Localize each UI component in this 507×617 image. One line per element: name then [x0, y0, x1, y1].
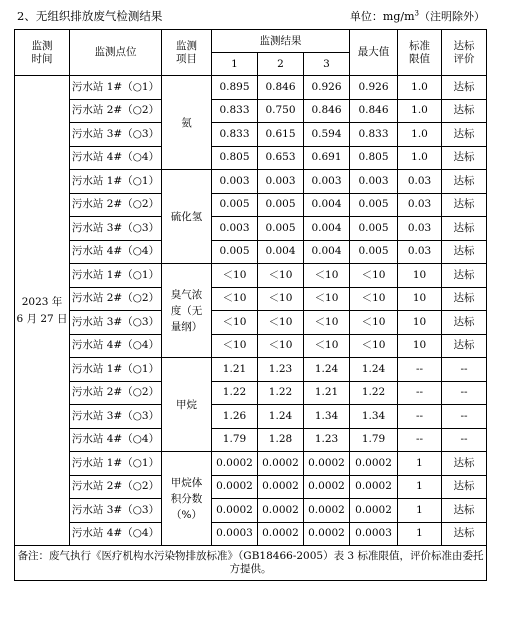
v2-cell: 1.23	[258, 358, 304, 382]
eval-cell: 达标	[442, 452, 487, 476]
v2-cell: 0.750	[258, 99, 304, 123]
limit-cell: 10	[398, 311, 442, 335]
item-cell: 甲烷	[162, 358, 212, 452]
site-cell: 污水站 2#（○2）	[70, 475, 162, 499]
site-cell: 污水站 1#（○1）	[70, 76, 162, 100]
limit-cell: --	[398, 358, 442, 382]
table-row	[15, 499, 487, 523]
limit-cell: 0.03	[398, 217, 442, 241]
v2-cell: 0.0002	[258, 475, 304, 499]
max-cell: 1.79	[350, 428, 398, 452]
site-cell: 污水站 2#（○2）	[70, 99, 162, 123]
eval-cell: 达标	[442, 522, 487, 546]
eval-cell: 达标	[442, 123, 487, 147]
v3-cell: 1.34	[304, 405, 350, 429]
unit-label	[350, 8, 485, 24]
table-row	[15, 240, 487, 264]
v2-cell: ＜10	[258, 311, 304, 335]
table-row	[15, 193, 487, 217]
eval-cell: 达标	[442, 146, 487, 170]
max-cell: 0.005	[350, 193, 398, 217]
v1-cell: 0.005	[212, 193, 258, 217]
site-cell: 污水站 3#（○3）	[70, 311, 162, 335]
max-cell: 0.003	[350, 170, 398, 194]
item-cell: 氨	[162, 76, 212, 170]
unit-superscript: 3	[414, 9, 419, 18]
v3-cell: 0.003	[304, 170, 350, 194]
results-table	[14, 29, 487, 581]
v2-cell: 0.005	[258, 217, 304, 241]
eval-cell: --	[442, 381, 487, 405]
v2-cell: ＜10	[258, 334, 304, 358]
v2-cell: ＜10	[258, 287, 304, 311]
limit-cell: 1.0	[398, 99, 442, 123]
v1-cell: 0.0003	[212, 522, 258, 546]
limit-cell: 0.03	[398, 193, 442, 217]
eval-cell: --	[442, 405, 487, 429]
limit-cell: 1	[398, 499, 442, 523]
v3-cell: 1.21	[304, 381, 350, 405]
site-cell: 污水站 4#（○4）	[70, 522, 162, 546]
max-cell: 0.926	[350, 76, 398, 100]
v3-cell: 0.0002	[304, 522, 350, 546]
item-cell: 臭气浓度（无量纲）	[162, 264, 212, 358]
limit-cell: 1.0	[398, 123, 442, 147]
limit-cell: 1	[398, 522, 442, 546]
v3-cell: 0.926	[304, 76, 350, 100]
v2-cell: 0.0002	[258, 522, 304, 546]
site-cell: 污水站 4#（○4）	[70, 428, 162, 452]
note-row	[15, 546, 487, 581]
site-cell: 污水站 3#（○3）	[70, 217, 162, 241]
eval-cell: 达标	[442, 475, 487, 499]
max-cell: 0.0002	[350, 499, 398, 523]
max-cell: ＜10	[350, 264, 398, 288]
limit-cell: 10	[398, 264, 442, 288]
v1-cell: 0.005	[212, 240, 258, 264]
table-row	[15, 217, 487, 241]
v1-cell: 1.21	[212, 358, 258, 382]
limit-cell: 0.03	[398, 170, 442, 194]
v2-cell: 0.003	[258, 170, 304, 194]
v2-cell: 1.28	[258, 428, 304, 452]
max-cell: 0.005	[350, 240, 398, 264]
v2-cell: 0.846	[258, 76, 304, 100]
v3-cell: ＜10	[304, 287, 350, 311]
v1-cell: 0.0002	[212, 499, 258, 523]
table-row	[15, 405, 487, 429]
eval-cell: --	[442, 358, 487, 382]
header-r1: 1	[212, 53, 258, 76]
site-cell: 污水站 3#（○3）	[70, 405, 162, 429]
limit-cell: 10	[398, 334, 442, 358]
eval-cell: 达标	[442, 76, 487, 100]
v1-cell: 0.003	[212, 217, 258, 241]
header-results: 监测结果	[212, 30, 350, 53]
limit-cell: --	[398, 428, 442, 452]
v1-cell: 1.79	[212, 428, 258, 452]
table-row	[15, 334, 487, 358]
table-row	[15, 99, 487, 123]
v1-cell: ＜10	[212, 311, 258, 335]
site-cell: 污水站 3#（○3）	[70, 123, 162, 147]
header-limit: 标准限值	[398, 30, 442, 76]
eval-cell: 达标	[442, 264, 487, 288]
item-cell: 硫化氢	[162, 170, 212, 264]
header-item: 监测项目	[162, 30, 212, 76]
limit-cell: 1	[398, 452, 442, 476]
unit-prefix: 单位：mg/m	[349, 10, 415, 23]
v1-cell: 0.003	[212, 170, 258, 194]
limit-cell: 1.0	[398, 146, 442, 170]
site-cell: 污水站 4#（○4）	[70, 146, 162, 170]
table-row	[15, 428, 487, 452]
max-cell: 1.34	[350, 405, 398, 429]
limit-cell: 1.0	[398, 76, 442, 100]
limit-cell: 1	[398, 475, 442, 499]
v3-cell: 0.0002	[304, 452, 350, 476]
max-cell: 0.805	[350, 146, 398, 170]
header-time: 监测时间	[15, 30, 70, 76]
v3-cell: 0.004	[304, 240, 350, 264]
v3-cell: 1.24	[304, 358, 350, 382]
table-row	[15, 123, 487, 147]
max-cell: 0.833	[350, 123, 398, 147]
eval-cell: 达标	[442, 240, 487, 264]
page-title: 2、无组织排放废气检测结果	[17, 9, 163, 23]
table-row	[15, 452, 487, 476]
table-row	[15, 358, 487, 382]
header-r3: 3	[304, 53, 350, 76]
date-cell: 2023 年 6 月 27 日	[15, 76, 70, 546]
site-cell: 污水站 1#（○1）	[70, 358, 162, 382]
v2-cell: 0.653	[258, 146, 304, 170]
site-cell: 污水站 4#（○4）	[70, 334, 162, 358]
v3-cell: ＜10	[304, 264, 350, 288]
v1-cell: 1.26	[212, 405, 258, 429]
v1-cell: ＜10	[212, 287, 258, 311]
table-row	[15, 311, 487, 335]
v1-cell: 0.0002	[212, 475, 258, 499]
eval-cell: 达标	[442, 170, 487, 194]
v1-cell: 0.805	[212, 146, 258, 170]
table-row	[15, 381, 487, 405]
table-row	[15, 76, 487, 100]
eval-cell: --	[442, 428, 487, 452]
v2-cell: 1.24	[258, 405, 304, 429]
table-row	[15, 475, 487, 499]
header-site: 监测点位	[70, 30, 162, 76]
v3-cell: 0.004	[304, 193, 350, 217]
v3-cell: 0.0002	[304, 475, 350, 499]
v1-cell: 0.895	[212, 76, 258, 100]
eval-cell: 达标	[442, 193, 487, 217]
v3-cell: ＜10	[304, 311, 350, 335]
v3-cell: 0.004	[304, 217, 350, 241]
table-row	[15, 287, 487, 311]
header-eval: 达标评价	[442, 30, 487, 76]
v2-cell: 0.0002	[258, 452, 304, 476]
v2-cell: 0.004	[258, 240, 304, 264]
v3-cell: ＜10	[304, 334, 350, 358]
max-cell: ＜10	[350, 334, 398, 358]
site-cell: 污水站 1#（○1）	[70, 264, 162, 288]
v1-cell: ＜10	[212, 264, 258, 288]
max-cell: 0.0003	[350, 522, 398, 546]
table-row	[15, 522, 487, 546]
max-cell: 0.0002	[350, 452, 398, 476]
site-cell: 污水站 2#（○2）	[70, 287, 162, 311]
site-cell: 污水站 2#（○2）	[70, 381, 162, 405]
table-row	[15, 264, 487, 288]
v1-cell: 0.0002	[212, 452, 258, 476]
v2-cell: ＜10	[258, 264, 304, 288]
eval-cell: 达标	[442, 217, 487, 241]
v1-cell: 0.833	[212, 123, 258, 147]
v3-cell: 0.0002	[304, 499, 350, 523]
limit-cell: 10	[398, 287, 442, 311]
v1-cell: ＜10	[212, 334, 258, 358]
eval-cell: 达标	[442, 99, 487, 123]
site-cell: 污水站 1#（○1）	[70, 170, 162, 194]
max-cell: 0.005	[350, 217, 398, 241]
limit-cell: --	[398, 381, 442, 405]
site-cell: 污水站 3#（○3）	[70, 499, 162, 523]
v3-cell: 1.23	[304, 428, 350, 452]
v3-cell: 0.691	[304, 146, 350, 170]
site-cell: 污水站 1#（○1）	[70, 452, 162, 476]
header-max: 最大值	[350, 30, 398, 76]
table-row	[15, 146, 487, 170]
limit-cell: --	[398, 405, 442, 429]
v3-cell: 0.846	[304, 99, 350, 123]
max-cell: 0.846	[350, 99, 398, 123]
table-body	[15, 76, 487, 546]
max-cell: ＜10	[350, 311, 398, 335]
item-cell: 甲烷体积分数（%）	[162, 452, 212, 546]
unit-suffix: （注明除外）	[419, 10, 485, 23]
max-cell: 1.24	[350, 358, 398, 382]
eval-cell: 达标	[442, 499, 487, 523]
table-row	[15, 170, 487, 194]
v2-cell: 1.22	[258, 381, 304, 405]
header-row-1	[15, 30, 487, 53]
v2-cell: 0.005	[258, 193, 304, 217]
note-text: 备注：废气执行《医疗机构水污染物排放标准》（GB18466-2005）表 3 标准限值，评价标准由委托方提供。	[15, 546, 487, 581]
site-cell: 污水站 4#（○4）	[70, 240, 162, 264]
max-cell: 1.22	[350, 381, 398, 405]
v1-cell: 0.833	[212, 99, 258, 123]
max-cell: ＜10	[350, 287, 398, 311]
max-cell: 0.0002	[350, 475, 398, 499]
limit-cell: 0.03	[398, 240, 442, 264]
v2-cell: 0.615	[258, 123, 304, 147]
v1-cell: 1.22	[212, 381, 258, 405]
v2-cell: 0.0002	[258, 499, 304, 523]
eval-cell: 达标	[442, 311, 487, 335]
header-r2: 2	[258, 53, 304, 76]
site-cell: 污水站 2#（○2）	[70, 193, 162, 217]
eval-cell: 达标	[442, 334, 487, 358]
eval-cell: 达标	[442, 287, 487, 311]
v3-cell: 0.594	[304, 123, 350, 147]
